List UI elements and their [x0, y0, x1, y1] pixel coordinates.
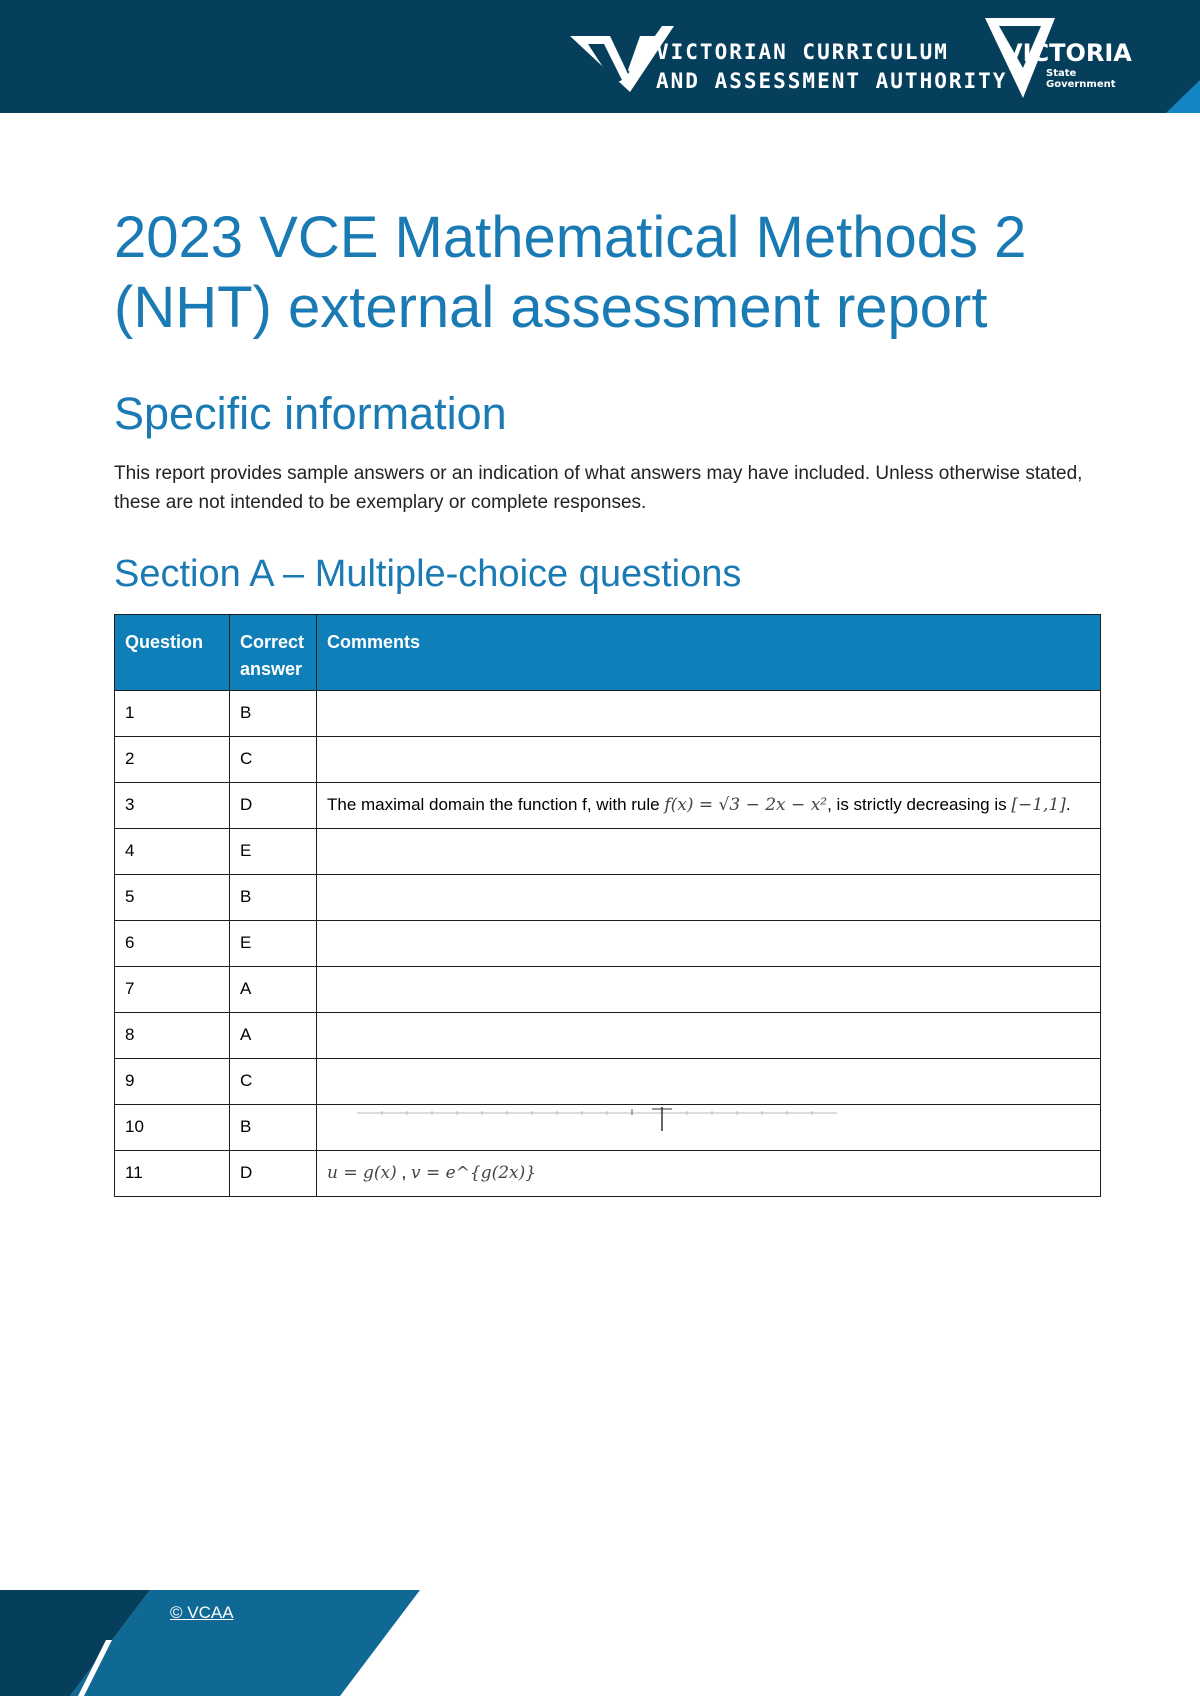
question-number: 9 [115, 1059, 230, 1105]
intro-paragraph: This report provides sample answers or an indication of what answers may have included. Unless otherwise stated, these are not intended to be exemplary or complete responses. [114, 463, 1083, 513]
table-row [115, 875, 1101, 921]
u-definition-math: u = g(x) [327, 1163, 397, 1183]
question-number: 7 [115, 967, 230, 1013]
report-title [114, 203, 1114, 343]
question-number: 6 [115, 921, 230, 967]
comment-cell [317, 1151, 1101, 1197]
table-row [115, 1013, 1101, 1059]
column-header-comments: Comments [317, 615, 1101, 691]
table-row [115, 1151, 1101, 1197]
v-definition-math: v = e^{g(2x)} [410, 1163, 537, 1183]
comment-cell [317, 783, 1101, 829]
comment-cell [317, 875, 1101, 921]
table-row [115, 921, 1101, 967]
comment-cell [317, 691, 1101, 737]
state-label: State [1046, 68, 1077, 79]
vcaa-line-2: AND ASSESSMENT AUTHORITY [656, 69, 1008, 93]
math-separator: , [401, 1163, 407, 1182]
table-row [115, 967, 1101, 1013]
table-header-row [115, 615, 1101, 691]
multiple-choice-table [114, 614, 1101, 1197]
page-header [0, 0, 1200, 113]
comment-text-pre: The maximal domain the function f, with rule [327, 795, 660, 814]
government-label: Government [1046, 79, 1116, 90]
table-row [115, 783, 1101, 829]
vcaa-line-1: VICTORIAN CURRICULUM [656, 40, 949, 64]
comment-text-mid: , is strictly decreasing is [827, 795, 1007, 814]
correct-answer: B [230, 691, 317, 737]
number-line-graphic [357, 1105, 837, 1135]
victoria-wordmark: VICTORIA [1004, 39, 1132, 67]
question-number: 2 [115, 737, 230, 783]
table-row [115, 829, 1101, 875]
comment-content [327, 795, 1090, 828]
copyright-link[interactable]: © VCAA [170, 1603, 234, 1622]
correct-answer: D [230, 1151, 317, 1197]
table-row [115, 691, 1101, 737]
comment-cell [317, 1059, 1101, 1105]
vcaa-wordmark [656, 38, 1007, 96]
question-number: 11 [115, 1151, 230, 1197]
correct-answer: A [230, 967, 317, 1013]
question-number: 1 [115, 691, 230, 737]
correct-answer: E [230, 921, 317, 967]
question-number: 4 [115, 829, 230, 875]
correct-answer: B [230, 875, 317, 921]
specific-information-heading: Specific information [114, 388, 507, 439]
correct-answer: C [230, 1059, 317, 1105]
comment-cell [317, 967, 1101, 1013]
section-a-heading: Section A – Multiple-choice questions [114, 553, 742, 595]
header-accent [1166, 80, 1200, 113]
correct-answer: B [230, 1105, 317, 1151]
question-number: 5 [115, 875, 230, 921]
state-government-label [1046, 68, 1116, 90]
comment-text-end: . [1065, 795, 1071, 814]
column-header-question: Question [115, 615, 230, 691]
correct-answer: D [230, 783, 317, 829]
table-row [115, 1059, 1101, 1105]
domain-interval-math: [−1,1] [1011, 795, 1066, 815]
question-number: 3 [115, 783, 230, 829]
comment-cell [317, 829, 1101, 875]
comment-cell [317, 921, 1101, 967]
title-line-1: 2023 VCE Mathematical Methods 2 [114, 205, 1027, 270]
correct-answer: E [230, 829, 317, 875]
table-row [115, 737, 1101, 783]
correct-answer: C [230, 737, 317, 783]
question-number: 10 [115, 1105, 230, 1151]
question-number: 8 [115, 1013, 230, 1059]
comment-cell [317, 737, 1101, 783]
correct-answer: A [230, 1013, 317, 1059]
column-header-correct-answer: Correct answer [230, 615, 317, 691]
comment-cell [317, 1013, 1101, 1059]
function-rule-math: f(x) = √3 − 2x − x² [664, 795, 828, 815]
title-line-2: (NHT) external assessment report [114, 275, 988, 340]
